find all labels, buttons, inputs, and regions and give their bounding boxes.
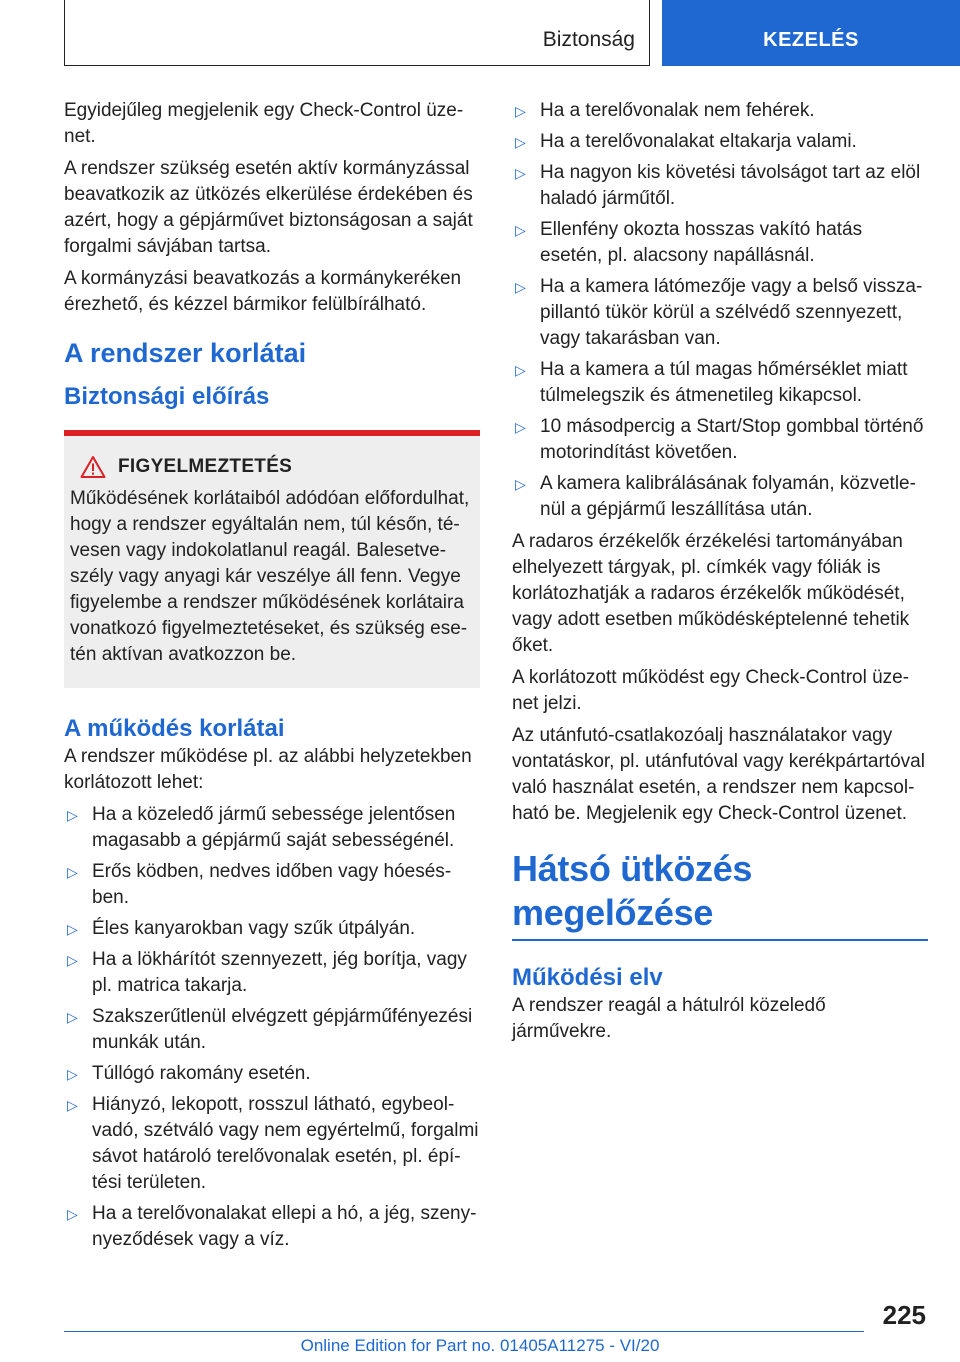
triangle-right-icon: ▷: [515, 362, 526, 378]
list-item: [512, 357, 928, 409]
page-number: 225: [882, 1300, 926, 1330]
footer-rule: [64, 1331, 864, 1332]
list-item: [64, 859, 480, 911]
list-item-text: Ha a terelővonalakat eltakarja valami.: [540, 131, 857, 152]
list-item-text: Ellenfény okozta hosszas vakító hatás esetén, pl. alacsony napállásnál.: [540, 219, 863, 266]
triangle-right-icon: ▷: [515, 103, 526, 119]
triangle-right-icon: ▷: [515, 476, 526, 492]
heading-principle: Működési elv: [512, 964, 663, 991]
heading-rear-collision-prevention: Hátsó ütközés megelőzése: [512, 847, 928, 941]
list-item-text: Ha a kamera látómezője vagy a belső visszapillantó tükör körül a szélvédő szennyezett, vagy takarásban van.: [540, 276, 923, 349]
footer-edition: Online Edition for Part no. 01405A11275 - VI/20: [300, 1336, 660, 1355]
header-chapter-title: KEZELÉS: [763, 29, 859, 51]
list-item: [64, 1061, 480, 1087]
warning-title: FIGYELMEZTETÉS: [118, 456, 293, 477]
list-item: [64, 1201, 480, 1253]
list-item-text: Ha a terelővonalakat ellepi a hó, a jég, szenynyeződések vagy a víz.: [92, 1203, 477, 1250]
right-bullet-list: [512, 98, 928, 523]
triangle-right-icon: ▷: [67, 1206, 78, 1222]
list-item-text: Éles kanyarokban vagy szűk útpályán.: [92, 918, 416, 939]
triangle-right-icon: ▷: [67, 1097, 78, 1113]
list-item-text: A kamera kalibrálásának folyamán, közvetlenül a gépjármű leszállítása után.: [540, 473, 916, 520]
left-column: [64, 98, 480, 1259]
list-item: [64, 1004, 480, 1056]
list-item-text: Ha nagyon kis követési távolságot tart az elöl haladó járműtől.: [540, 162, 921, 209]
list-item-text: Ha a lökhárítót szennyezett, jég borítja, vagy pl. matrica takarja.: [92, 949, 467, 996]
list-item: [512, 129, 928, 155]
intro-paragraph-2: A rendszer szükség esetén aktív kormányzással beavatkozik az ütközés elkerülése érdekében és azért, hogy a gépjárművet biztonságosan a saját forgalmi sávjában tartsa.: [64, 158, 473, 257]
list-item-text: Ha a kamera a túl magas hőmérséklet miatt túlmelegszik és átmenetileg kikapcsol.: [540, 359, 908, 406]
list-item: [512, 274, 928, 352]
intro-paragraph-3: A kormányzási beavatkozás a kormánykeréken érezhető, és kézzel bármikor felülbírálható.: [64, 268, 462, 315]
list-item-text: Túllógó rakomány esetén.: [92, 1063, 311, 1084]
triangle-right-icon: ▷: [515, 165, 526, 181]
triangle-right-icon: ▷: [67, 952, 78, 968]
right-column: [512, 98, 928, 1051]
triangle-right-icon: ▷: [67, 864, 78, 880]
intro-paragraph-1: Egyidejűleg megjelenik egy Check-Control üzenet.: [64, 100, 464, 147]
triangle-right-icon: ▷: [67, 1009, 78, 1025]
list-item: [512, 414, 928, 466]
check-control-paragraph: A korlátozott működést egy Check-Control üzenet jelzi.: [512, 667, 910, 714]
list-item: [64, 947, 480, 999]
triangle-right-icon: ▷: [67, 1066, 78, 1082]
list-item-text: Erős ködben, nedves időben vagy hóesésben.: [92, 861, 452, 908]
list-item: [64, 802, 480, 854]
left-bullet-list: [64, 802, 480, 1253]
triangle-right-icon: ▷: [515, 222, 526, 238]
triangle-right-icon: ▷: [67, 807, 78, 823]
list-item: [64, 1092, 480, 1196]
header-section-box: [64, 0, 650, 66]
triangle-right-icon: ▷: [515, 279, 526, 295]
warning-header: [70, 454, 472, 480]
list-item: [512, 471, 928, 523]
radar-paragraph: A radaros érzékelők érzékelési tartományában elhelyezett tárgyak, pl. címkék vagy fóliák is korlátozhatják a radaros érzékelők működését, vagy adott esetben működésképtelenné tehetik őket.: [512, 531, 910, 656]
triangle-right-icon: ▷: [515, 134, 526, 150]
list-item-text: Ha a közeledő jármű sebessége jelentősen magasabb a gépjármű saját sebességénél.: [92, 804, 456, 851]
list-item-text: 10 másodpercig a Start/Stop gombbal történő motorindítást követően.: [540, 416, 924, 463]
header-chapter-tab: [662, 0, 960, 66]
triangle-right-icon: ▷: [515, 419, 526, 435]
list-item: [512, 217, 928, 269]
heading-system-limits: A rendszer korlátai: [64, 338, 307, 368]
warning-triangle-icon: [80, 455, 106, 479]
heading-safety-note: Biztonsági előírás: [64, 383, 270, 410]
header-section-title: Biztonság: [542, 28, 635, 51]
list-item: [512, 160, 928, 212]
list-item-text: Hiányzó, lekopott, rosszul látható, egybeolvadó, szétváló vagy nem egyértelmű, forgalmi sávot határoló terelővonalak esetén, pl. építési területen.: [92, 1094, 479, 1193]
principle-text: A rendszer reagál a hátulról közeledő járművekre.: [512, 995, 826, 1042]
list-item: [64, 916, 480, 942]
list-item-text: Szakszerűtlenül elvégzett gépjárműfényezési munkák után.: [92, 1006, 473, 1053]
warning-text: Működésének korlátaiból adódóan előfordulhat, hogy a rendszer egyáltalán nem, túl későn, tévesen vagy indokolatlanul reagál. Balesetveszély vagy anyagi kár veszélye áll fenn. Vegye figyelembe a rendszer működésének korlátaira vonatkozó figyelmeztetéseket, és szükség esetén aktívan avatkozzon be.: [70, 488, 470, 665]
trailer-paragraph: Az utánfutó-csatlakozóalj használatakor vagy vontatáskor, pl. utánfutóval vagy kerékpártartóval való használat esetén, a rendszer nem kapcsolható be. Megjelenik egy Check-Control üzenet.: [512, 725, 925, 824]
heading-function-limits: A működés korlátai: [64, 715, 285, 742]
triangle-right-icon: ▷: [67, 921, 78, 937]
warning-box: [64, 430, 480, 688]
list-item: [512, 98, 928, 124]
list-item-text: Ha a terelővonalak nem fehérek.: [540, 100, 815, 121]
limits-intro: A rendszer működése pl. az alábbi helyzetekben korlátozott lehet:: [64, 746, 472, 793]
